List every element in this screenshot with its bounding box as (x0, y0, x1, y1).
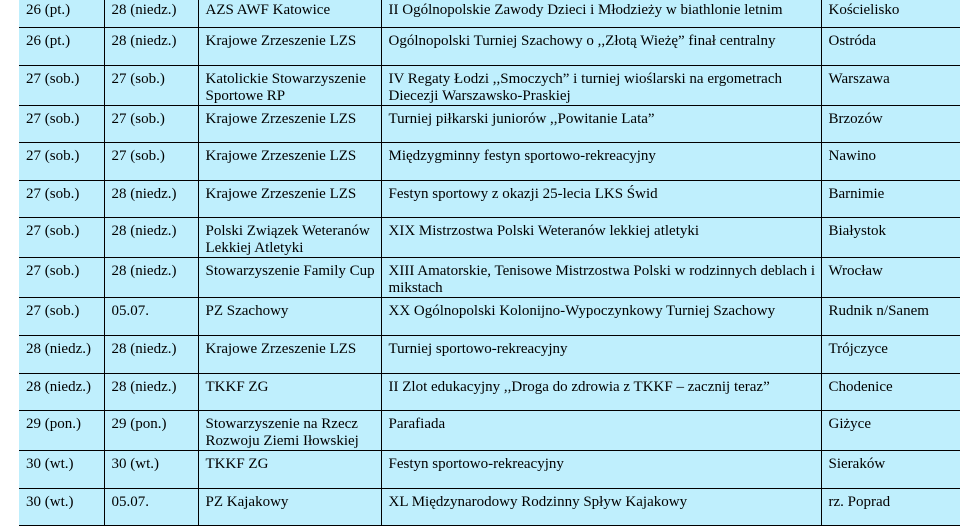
place-cell: rz. Poprad (821, 488, 960, 526)
table-row (19, 143, 960, 181)
place-cell: Trójczyce (821, 335, 960, 373)
event-cell: Festyn sportowo-rekreacyjny (381, 451, 821, 489)
place-cell: Sieraków (821, 451, 960, 489)
place-cell: Warszawa (821, 65, 960, 105)
table-row (19, 105, 960, 143)
place-cell: Ostróda (821, 28, 960, 66)
date-to-cell: 30 (wt.) (104, 451, 198, 489)
place-cell: Giżyce (821, 411, 960, 451)
event-cell: Ogólnopolski Turniej Szachowy o ,,Złotą Wieżę” finał centralny (381, 28, 821, 66)
date-from-cell: 26 (pt.) (19, 28, 104, 66)
organizer-cell: Krajowe Zrzeszenie LZS (198, 28, 381, 66)
event-cell: Festyn sportowy z okazji 25-lecia LKS Świd (381, 180, 821, 218)
date-to-cell: 27 (sob.) (104, 143, 198, 181)
organizer-cell: Polski Związek Weteranów Lekkiej Atletyki (198, 218, 381, 258)
table-row (19, 298, 960, 336)
date-from-cell: 27 (sob.) (19, 218, 104, 258)
event-cell: Turniej sportowo-rekreacyjny (381, 335, 821, 373)
date-to-cell: 28 (niedz.) (104, 373, 198, 411)
events-table (19, 0, 960, 526)
date-to-cell: 27 (sob.) (104, 65, 198, 105)
event-cell: XIII Amatorskie, Tenisowe Mistrzostwa Polski w rodzinnych deblach i mikstach (381, 258, 821, 298)
place-cell: Barnimie (821, 180, 960, 218)
date-from-cell: 27 (sob.) (19, 65, 104, 105)
organizer-cell: TKKF ZG (198, 373, 381, 411)
date-from-cell: 30 (wt.) (19, 488, 104, 526)
table-row (19, 218, 960, 258)
event-cell: Turniej piłkarski juniorów ,,Powitanie Lata” (381, 105, 821, 143)
date-to-cell: 27 (sob.) (104, 105, 198, 143)
events-table-body (19, 0, 960, 526)
place-cell: Wrocław (821, 258, 960, 298)
date-to-cell: 28 (niedz.) (104, 258, 198, 298)
place-cell: Brzozów (821, 105, 960, 143)
date-to-cell: 28 (niedz.) (104, 335, 198, 373)
date-from-cell: 27 (sob.) (19, 105, 104, 143)
place-cell: Nawino (821, 143, 960, 181)
table-row (19, 488, 960, 526)
organizer-cell: Krajowe Zrzeszenie LZS (198, 105, 381, 143)
date-to-cell: 29 (pon.) (104, 411, 198, 451)
organizer-cell: Stowarzyszenie na Rzecz Rozwoju Ziemi Iłowskiej (198, 411, 381, 451)
organizer-cell: TKKF ZG (198, 451, 381, 489)
date-to-cell: 05.07. (104, 298, 198, 336)
table-row (19, 65, 960, 105)
table-row (19, 28, 960, 66)
date-from-cell: 26 (pt.) (19, 0, 104, 28)
date-from-cell: 27 (sob.) (19, 258, 104, 298)
event-cell: XX Ogólnopolski Kolonijno-Wypoczynkowy Turniej Szachowy (381, 298, 821, 336)
place-cell: Białystok (821, 218, 960, 258)
date-to-cell: 28 (niedz.) (104, 28, 198, 66)
date-to-cell: 28 (niedz.) (104, 180, 198, 218)
place-cell: Chodenice (821, 373, 960, 411)
organizer-cell: PZ Kajakowy (198, 488, 381, 526)
organizer-cell: AZS AWF Katowice (198, 0, 381, 28)
event-cell: IV Regaty Łodzi ,,Smoczych” i turniej wioślarski na ergometrach Diecezji Warszawsko-Praskiej (381, 65, 821, 105)
date-from-cell: 29 (pon.) (19, 411, 104, 451)
event-cell: XIX Mistrzostwa Polski Weteranów lekkiej atletyki (381, 218, 821, 258)
event-cell: XL Międzynarodowy Rodzinny Spływ Kajakowy (381, 488, 821, 526)
event-cell: II Zlot edukacyjny ,,Droga do zdrowia z TKKF – zacznij teraz” (381, 373, 821, 411)
date-from-cell: 27 (sob.) (19, 180, 104, 218)
date-from-cell: 30 (wt.) (19, 451, 104, 489)
date-to-cell: 28 (niedz.) (104, 0, 198, 28)
table-row (19, 335, 960, 373)
table-row (19, 0, 960, 28)
date-to-cell: 28 (niedz.) (104, 218, 198, 258)
place-cell: Rudnik n/Sanem (821, 298, 960, 336)
organizer-cell: Katolickie Stowarzyszenie Sportowe RP (198, 65, 381, 105)
organizer-cell: Krajowe Zrzeszenie LZS (198, 335, 381, 373)
table-row (19, 373, 960, 411)
event-cell: Parafiada (381, 411, 821, 451)
place-cell: Kościelisko (821, 0, 960, 28)
date-from-cell: 28 (niedz.) (19, 373, 104, 411)
date-from-cell: 27 (sob.) (19, 143, 104, 181)
table-row (19, 451, 960, 489)
date-from-cell: 27 (sob.) (19, 298, 104, 336)
organizer-cell: Krajowe Zrzeszenie LZS (198, 180, 381, 218)
organizer-cell: Stowarzyszenie Family Cup (198, 258, 381, 298)
event-cell: Międzygminny festyn sportowo-rekreacyjny (381, 143, 821, 181)
date-to-cell: 05.07. (104, 488, 198, 526)
organizer-cell: PZ Szachowy (198, 298, 381, 336)
table-row (19, 180, 960, 218)
date-from-cell: 28 (niedz.) (19, 335, 104, 373)
event-cell: II Ogólnopolskie Zawody Dzieci i Młodzieży w biathlonie letnim (381, 0, 821, 28)
table-row (19, 258, 960, 298)
organizer-cell: Krajowe Zrzeszenie LZS (198, 143, 381, 181)
table-row (19, 411, 960, 451)
